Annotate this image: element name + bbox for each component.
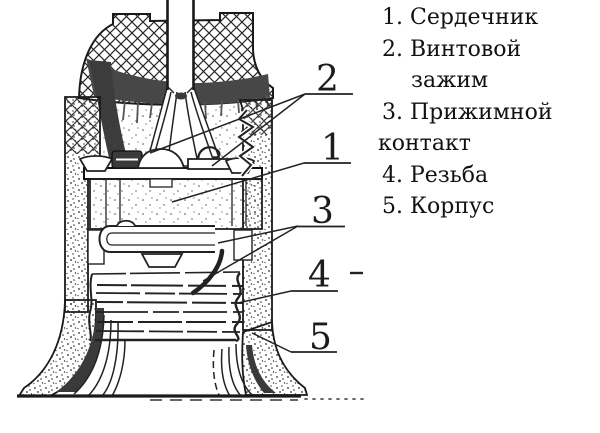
legend-line-5: 5. Корпус xyxy=(382,194,495,219)
callout-1: 1 xyxy=(321,128,344,169)
lower-washer-cup xyxy=(142,254,182,267)
callout-3: 3 xyxy=(311,191,334,232)
callout-2: 2 xyxy=(316,59,339,100)
center-tube xyxy=(167,0,194,93)
wire-joint xyxy=(175,93,187,100)
thread-section xyxy=(89,272,244,341)
callout-4: 4 xyxy=(308,255,331,296)
legend-line-3: 3. Прижимной xyxy=(382,99,553,125)
left-washer-cup xyxy=(80,156,112,171)
legend-line-2-wrap: зажим xyxy=(411,68,489,93)
pressure-contact-bump xyxy=(117,221,135,226)
pressure-contact xyxy=(100,226,216,252)
legend-line-3-wrap: контакт xyxy=(378,131,471,156)
right-step-block xyxy=(234,230,252,260)
callout-5: 5 xyxy=(309,317,332,358)
left-wall-crosshatch xyxy=(65,98,100,154)
legend-line-2: 2. Винтовой xyxy=(382,36,522,62)
left-screw-head xyxy=(112,151,142,168)
legend-line-1: 1. Сердечник xyxy=(382,5,539,30)
legend-line-4: 4. Резьба xyxy=(382,162,489,188)
legend xyxy=(378,2,598,223)
core-block xyxy=(90,179,262,229)
